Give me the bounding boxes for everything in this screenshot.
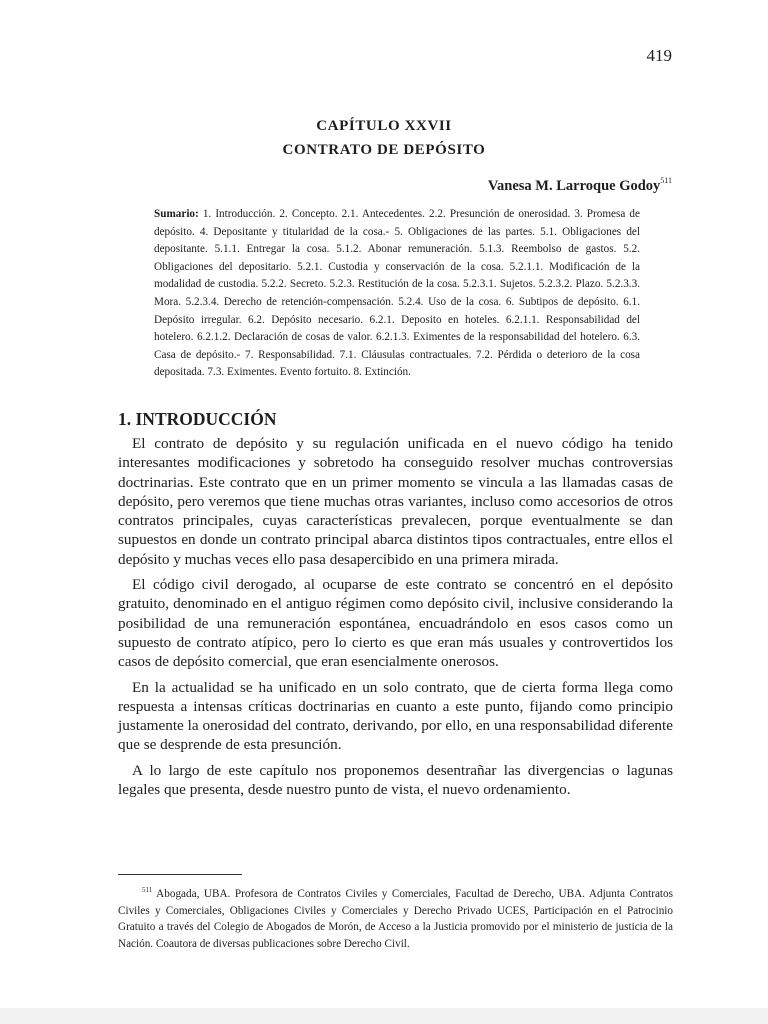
footnote-text: Abogada, UBA. Profesora de Contratos Civiles y Comerciales, Facultad de Derecho, UBA. Adjunta Contratos Civiles y Comerciales, Obligaciones Civiles y Comerciales y Derecho Privado UCES, Participación en el Patrocinio Gratuito a través del Colegio de Abogados de Morón, de Acceso a la Justicia promovido por el ministerio de justicia de la Nación. Coautora de diversas publicaciones sobre Derecho Civil. xyxy=(118,888,673,950)
author-name: Vanesa M. Larroque Godoy xyxy=(487,178,661,194)
body-text xyxy=(118,434,673,805)
page-number: 419 xyxy=(646,46,672,65)
summary-block xyxy=(154,206,640,382)
chapter-name: CONTRATO DE DEPÓSITO xyxy=(282,142,486,158)
chapter-title xyxy=(0,114,768,162)
chapter-number: CAPÍTULO XXVII xyxy=(316,118,452,134)
section-heading: 1. INTRODUCCIÓN xyxy=(118,409,277,429)
viewer-bottom-strip xyxy=(0,1008,768,1024)
author-line xyxy=(300,176,672,195)
author-footnote-ref: 511 xyxy=(660,176,672,185)
summary-label: Sumario: xyxy=(154,208,199,220)
paragraph: El contrato de depósito y su regulación unificada en el nuevo código ha tenido interesantes modificaciones y sobretodo ha conseguido resolver muchas controversias doctrinarias. Este contrato que en un primer momento se vincula a las llamadas casas de depósito, pero veremos que tiene muchas otras variantes, incluso como accesorios de otros contratos principales, cuyas características prevalecen, porque eventualmente se dan supuestos en donde un contrato principal abarca distintos tipos contractuales, entre ellos el depósito y muchas veces ello pasa desapercibido en una primera mirada. xyxy=(118,435,673,568)
paragraph: A lo largo de este capítulo nos proponemos desentrañar las divergencias o lagunas legales que presenta, desde nuestro punto de vista, el nuevo ordenamiento. xyxy=(118,761,673,799)
paragraph: El código civil derogado, al ocuparse de este contrato se concentró en el depósito gratuito, denominado en el antiguo régimen como depósito civil, inclusive considerando la posibilidad de una remuneración espontánea, encuadrándolo en esos casos como un supuesto de contrato atípico, pero lo cierto es que eran más usuales y controvertidos los casos de depósito comercial, que eran esencialmente onerosos. xyxy=(118,576,673,671)
paragraph: En la actualidad se ha unificado en un solo contrato, que de cierta forma llega como respuesta a intensas críticas doctrinarias en cuanto a este punto, fijando como principio justamente la onerosidad del contrato, derivando, por ello, en una responsabilidad diferente que se desprende de esta presunción. xyxy=(118,678,673,754)
footnote xyxy=(118,882,673,952)
footnote-number: 511 xyxy=(142,886,153,894)
summary-text: 1. Introducción. 2. Concepto. 2.1. Antecedentes. 2.2. Presunción de onerosidad. 3. Promesa de depósito. 4. Depositante y titularidad de la cosa.- 5. Obligaciones de las partes. 5.1. Obligaciones del depositante. 5.1.1. Entregar la cosa. 5.1.2. Abonar remuneración. 5.1.3. Reembolso de gastos. 5.2. Obligaciones del depositario. 5.2.1. Custodia y conservación de la cosa. 5.2.1.1. Modificación de la modalidad de custodia. 5.2.2. Secreto. 5.2.3. Restitución de la cosa. 5.2.3.1. Sujetos. 5.2.3.2. Plazo. 5.2.3.3. Mora. 5.2.3.4. Derecho de retención-compensación. 5.2.4. Uso de la cosa. 6. Subtipos de depósito. 6.1. Depósito irregular. 6.2. Depósito necesario. 6.2.1. Deposito en hoteles. 6.2.1.1. Responsabilidad del hotelero. 6.2.1.2. Declaración de cosas de valor. 6.2.1.3. Eximentes de la responsabilidad del hotelero. 6.3. Casa de depósito.- 7. Responsabilidad. 7.1. Cláusulas contractuales. 7.2. Pérdida o deterioro de la cosa depositada. 7.3. Eximentes. Evento fortuito. 8. Extinción. xyxy=(154,208,640,379)
footnote-divider xyxy=(118,874,242,875)
